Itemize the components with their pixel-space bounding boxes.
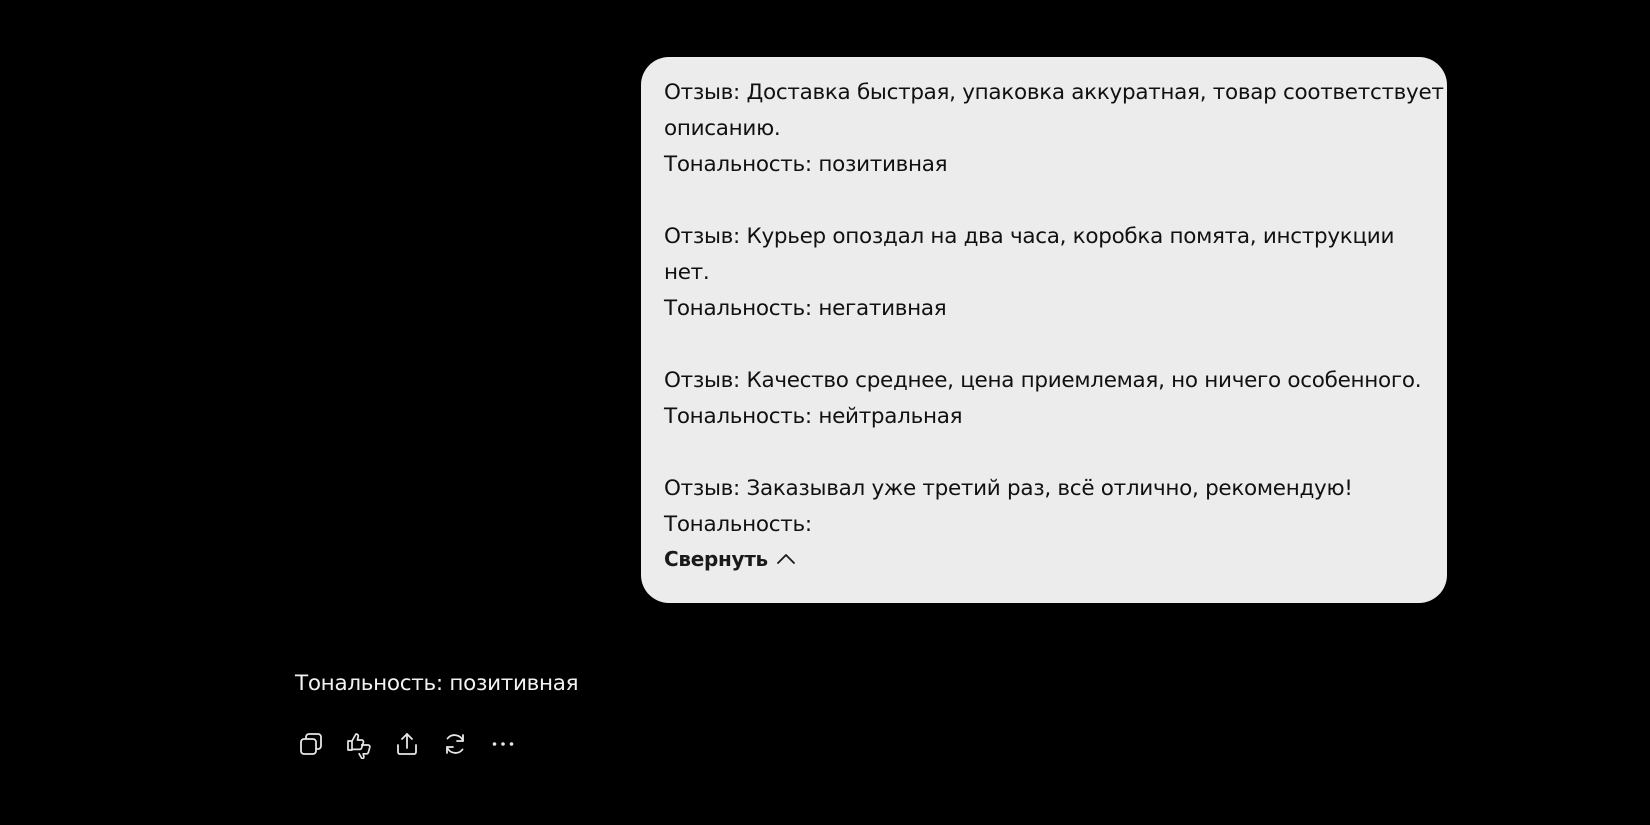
thumbs-up-down-icon (344, 729, 374, 759)
user-message-bubble (641, 57, 1447, 603)
message-line-blank (664, 183, 1424, 219)
share-button[interactable] (389, 726, 425, 762)
copy-button[interactable] (293, 726, 329, 762)
message-line: Тональность: нейтральная (664, 404, 963, 429)
refresh-icon (441, 730, 469, 758)
message-line-blank (664, 327, 1424, 363)
copy-icon (297, 730, 325, 758)
share-icon (393, 730, 421, 758)
message-actions (293, 726, 533, 762)
message-line: описанию. (664, 116, 781, 141)
message-line: Отзыв: Доставка быстрая, упаковка аккуратная, товар соответствует (664, 80, 1444, 105)
more-horizontal-icon (489, 730, 517, 758)
message-line: Отзыв: Курьер опоздал на два часа, коробка помята, инструкции (664, 224, 1395, 249)
assistant-message-text: Тональность: позитивная (295, 671, 579, 696)
message-line: Тональность: (664, 512, 812, 537)
message-line: нет. (664, 260, 710, 285)
message-line: Тональность: негативная (664, 296, 947, 321)
regenerate-button[interactable] (437, 726, 473, 762)
collapse-label: Свернуть (664, 547, 768, 571)
chevron-up-icon (776, 552, 796, 566)
message-line: Отзыв: Качество среднее, цена приемлемая, но ничего особенного. (664, 368, 1422, 393)
feedback-button[interactable] (341, 726, 377, 762)
message-line-blank (664, 435, 1424, 471)
more-button[interactable] (485, 726, 521, 762)
message-line: Тональность: позитивная (664, 152, 948, 177)
message-line: Отзыв: Заказывал уже третий раз, всё отлично, рекомендую! (664, 476, 1353, 501)
collapse-button[interactable] (664, 547, 796, 571)
